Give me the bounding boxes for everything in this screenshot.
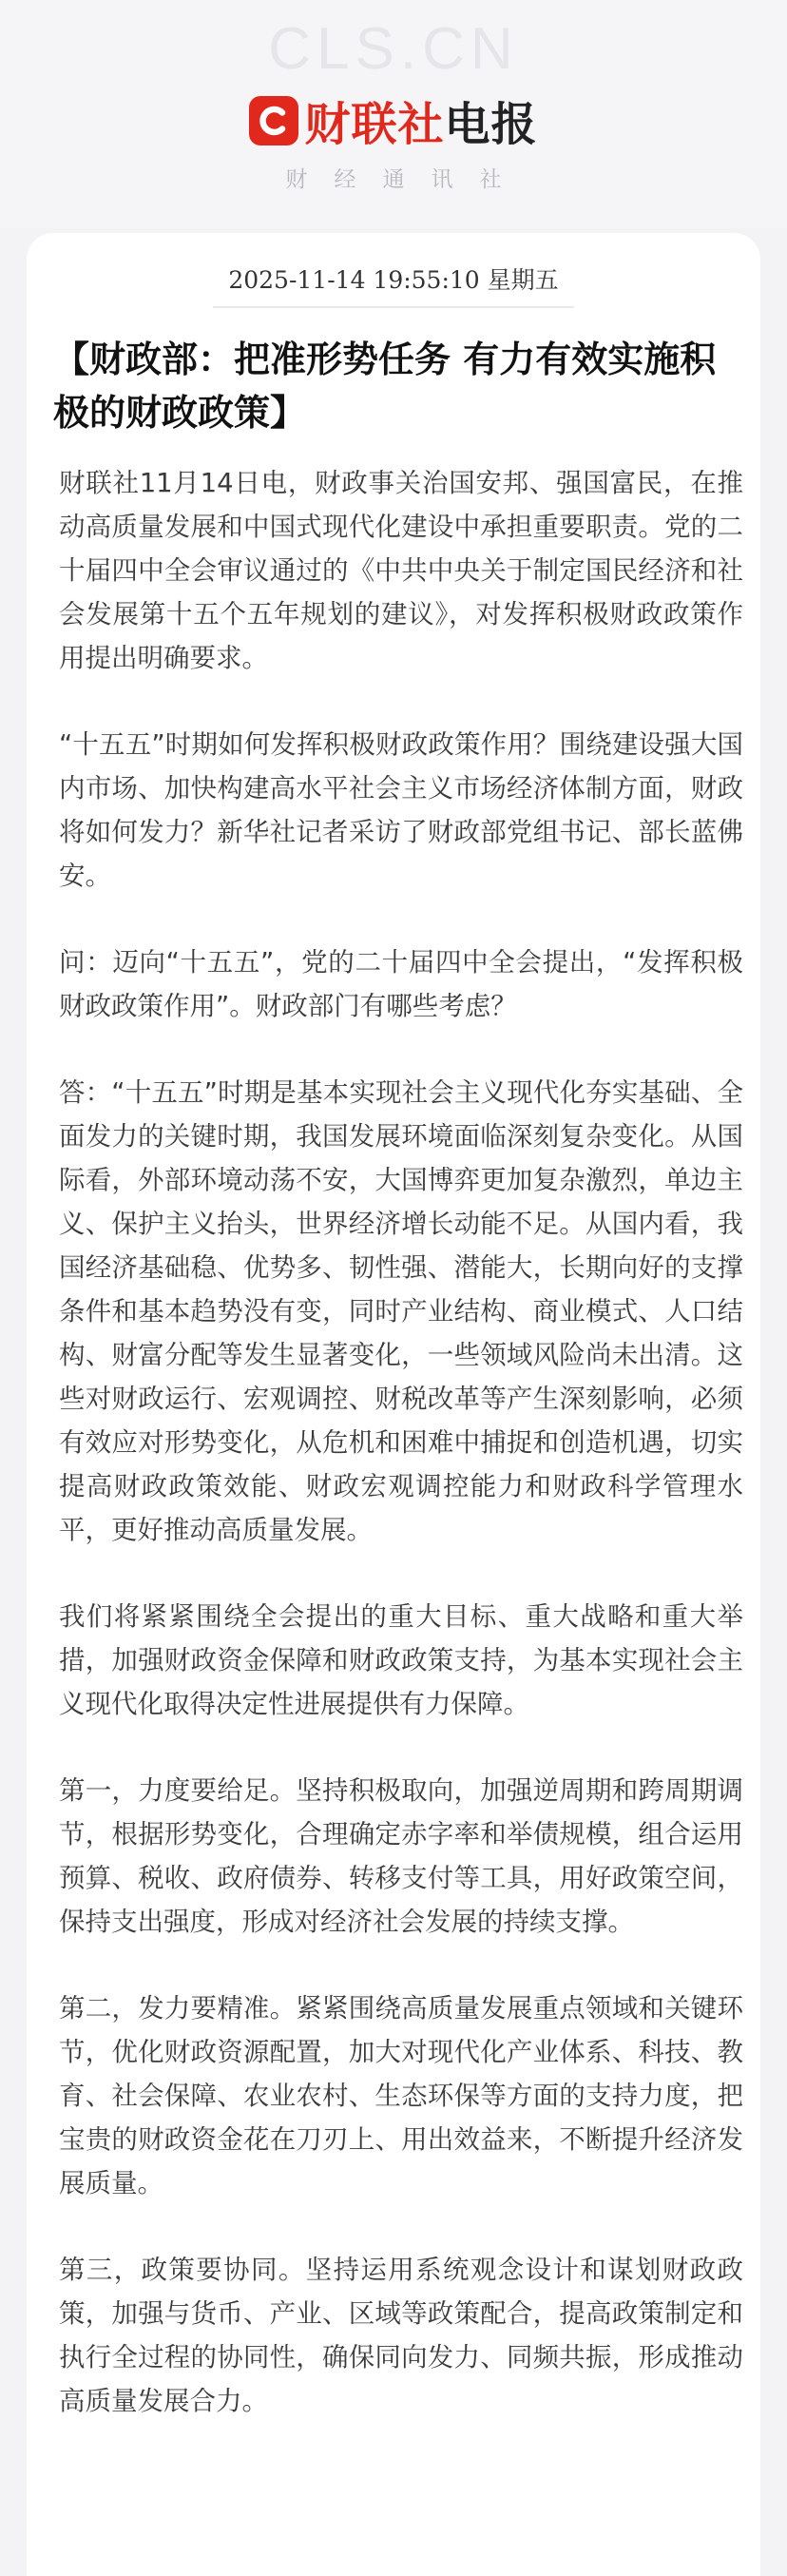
article-card	[27, 233, 760, 2576]
brand-header	[0, 0, 787, 228]
article-body	[59, 461, 743, 2466]
paragraph: 财联社11月14日电，财政事关治国安邦、强国富民，在推动高质量发展和中国式现代化建设中承担重要职责。党的二十届四中全会审议通过的《中共中央关于制定国民经济和社会发展第十五个五年规划的建议》，对发挥积极财政政策作用提出明确要求。	[59, 468, 743, 673]
paragraph: 第一，力度要给足。坚持积极取向，加强逆周期和跨周期调节，根据形势变化，合理确定赤字率和举债规模，组合运用预算、税收、政府债券、转移支付等工具，用好政策空间，保持支出强度，形成对经济社会发展的持续支撑。	[59, 1775, 743, 1937]
tagline: 财经通讯社	[285, 167, 528, 192]
watermark: CLS.CN	[268, 16, 519, 82]
paragraph: 我们将紧紧围绕全会提出的重大目标、重大战略和重大举措，加强财政资金保障和财政政策支持，为基本实现社会主义现代化取得决定性进展提供有力保障。	[59, 1601, 743, 1719]
divider	[213, 306, 574, 308]
article-datetime: 2025-11-14 19:55:10 星期五	[228, 266, 559, 294]
paragraph: 问：迈向“十五五”，党的二十届四中全会提出，“发挥积极财政政策作用”。财政部门有哪些考虑？	[59, 947, 743, 1021]
article-title: 【财政部：把准形势任务 有力有效实施积极的财政政策】	[53, 338, 717, 434]
logo-text-dark: 电报	[444, 98, 538, 151]
paragraph: 第二，发力要精准。紧紧围绕高质量发展重点领域和关键环节，优化财政资源配置，加大对现代化产业体系、科技、教育、社会保障、农业农村、生态环保等方面的支持力度，把宝贵的财政资金花在刀刃上、用出效益来，不断提升经济发展质量。	[59, 1993, 743, 2198]
logo-text	[304, 87, 537, 153]
paragraph: 第三，政策要协同。坚持运用系统观念设计和谋划财政政策，加强与货币、产业、区域等政策配合，提高政策制定和执行全过程的协同性，确保同向发力、同频共振，形成推动高质量发展合力。	[59, 2255, 743, 2416]
brand-logo	[0, 87, 787, 153]
logo-text-red: 财联社	[304, 98, 445, 151]
paragraph: 答：“十五五”时期是基本实现社会主义现代化夯实基础、全面发力的关键时期，我国发展环境面临深刻复杂变化。从国际看，外部环境动荡不安，大国博弈更加复杂激烈，单边主义、保护主义抬头，世界经济增长动能不足。从国内看，我国经济基础稳、优势多、韧性强、潜能大，长期向好的支撑条件和基本趋势没有变，同时产业结构、商业模式、人口结构、财富分配等发生显著变化，一些领域风险尚未出清。这些对财政运行、宏观调控、财税改革等产生深刻影响，必须有效应对形势变化，从危机和困难中捕捉和创造机遇，切实提高财政政策效能、财政宏观调控能力和财政科学管理水平，更好推动高质量发展。	[59, 1077, 743, 1545]
paragraph: “十五五”时期如何发挥积极财政政策作用？围绕建设强大国内市场、加快构建高水平社会主义市场经济体制方面，财政将如何发力？新华社记者采访了财政部党组书记、部长蓝佛安。	[59, 729, 743, 891]
logo-c-icon	[249, 96, 298, 145]
